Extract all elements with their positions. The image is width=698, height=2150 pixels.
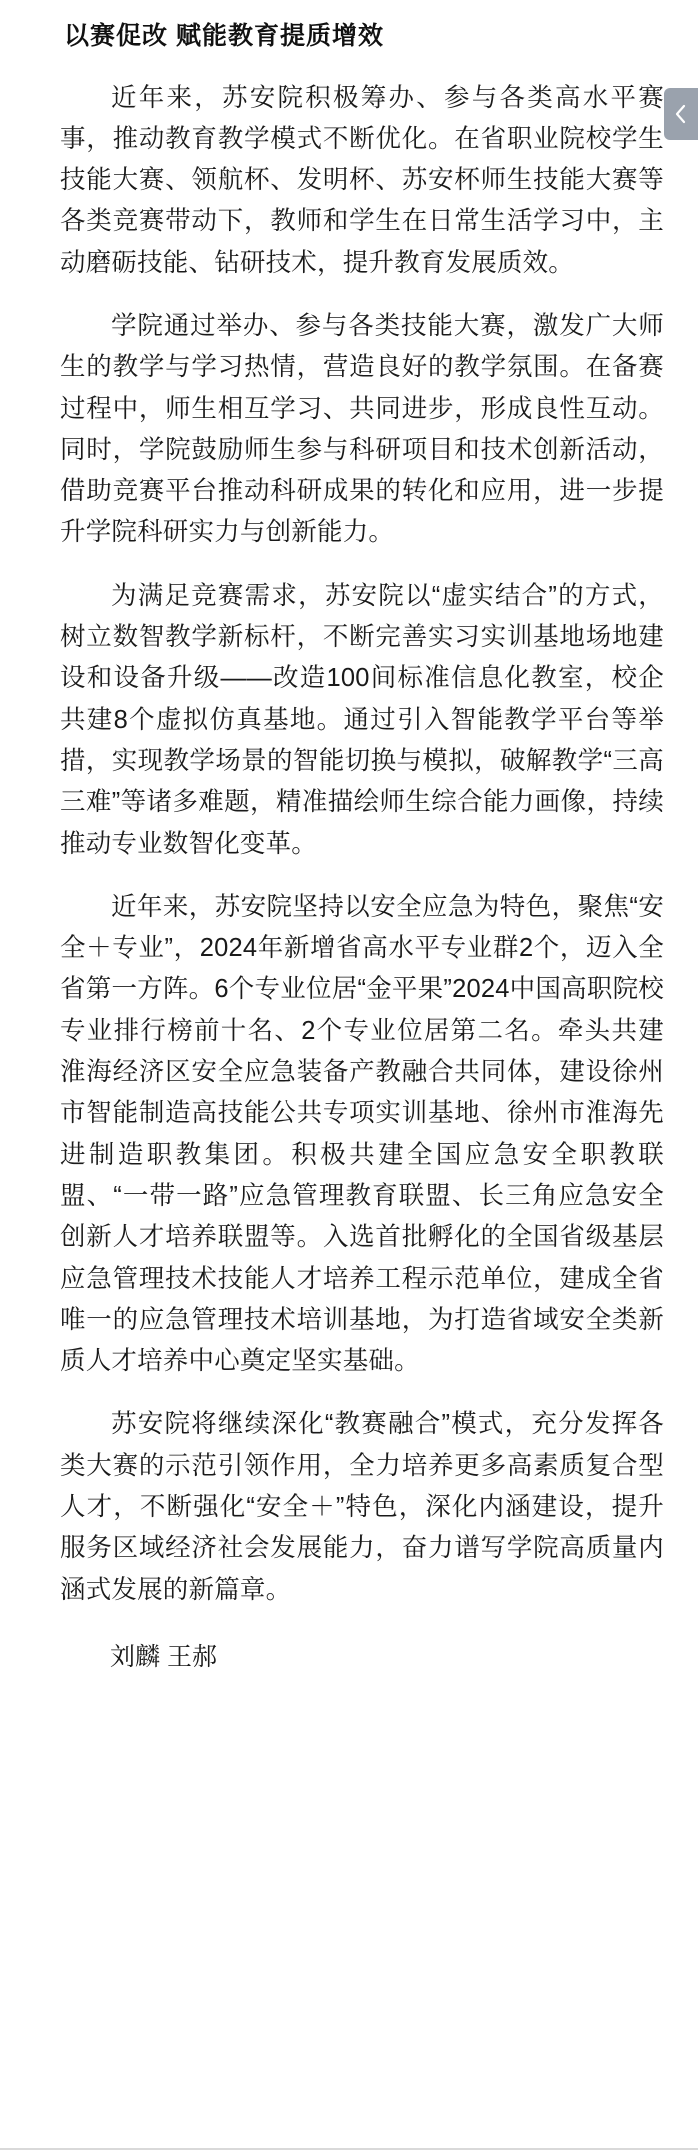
chevron-left-icon <box>674 103 688 125</box>
previous-page-button[interactable] <box>664 88 698 140</box>
article-paragraph: 为满足竞赛需求，苏安院以“虚实结合”的方式，树立数智教学新标杆，不断完善实习实训基地场地建设和设备升级——改造100间标准信息化教室，校企共建8个虚拟仿真基地。通过引入智能教学平台等举措，实现教学场景的智能切换与模拟，破解教学“三高三难”等诸多难题，精准描绘师生综合能力画像，持续推动专业数智化变革。 <box>60 581 664 858</box>
page-title: 以赛促改 赋能教育提质增效 <box>64 22 384 50</box>
article-paragraph: 近年来，苏安院积极筹办、参与各类高水平赛事，推动教育教学模式不断优化。在省职业院校学生技能大赛、领航杯、发明杯、苏安杯师生技能大赛等各类竞赛带动下，教师和学生在日常生活学习中，主动磨砺技能、钻研技术，提升教育发展质效。 <box>60 83 664 277</box>
article-paragraph: 学院通过举办、参与各类技能大赛，激发广大师生的教学与学习热情，营造良好的教学氛围。在备赛过程中，师生相互学习、共同进步，形成良性互动。同时，学院鼓励师生参与科研项目和技术创新活动，借助竞赛平台推动科研成果的转化和应用，进一步提升学院科研实力与创新能力。 <box>60 311 664 547</box>
article-paragraph: 苏安院将继续深化“教赛融合”模式，充分发挥各类大赛的示范引领作用，全力培养更多高素质复合型人才，不断强化“安全＋”特色，深化内涵建设，提升服务区域经济社会发展能力，奋力谱写学院高质量内涵式发展的新篇章。 <box>60 1410 664 1604</box>
article-byline: 刘麟 王郝 <box>110 1642 217 1671</box>
article-paragraph: 近年来，苏安院坚持以安全应急为特色，聚焦“安全＋专业”，2024年新增省高水平专业群2个，迈入全省第一方阵。6个专业位居“金平果”2024中国高职院校专业排行榜前十名、2个专业位居第二名。牵头共建淮海经济区安全应急装备产教融合共同体，建设徐州市智能制造高技能公共专项实训基地、徐州市淮海先进制造职教集团。积极共建全国应急安全职教联盟、“一带一路”应急管理教育联盟、长三角应急安全创新人才培养联盟等。入选首批孵化的全国省级基层应急管理技术技能人才培养工程示范单位，建成全省唯一的应急管理技术培训基地，为打造省域安全类新质人才培养中心奠定坚实基础。 <box>60 892 664 1376</box>
